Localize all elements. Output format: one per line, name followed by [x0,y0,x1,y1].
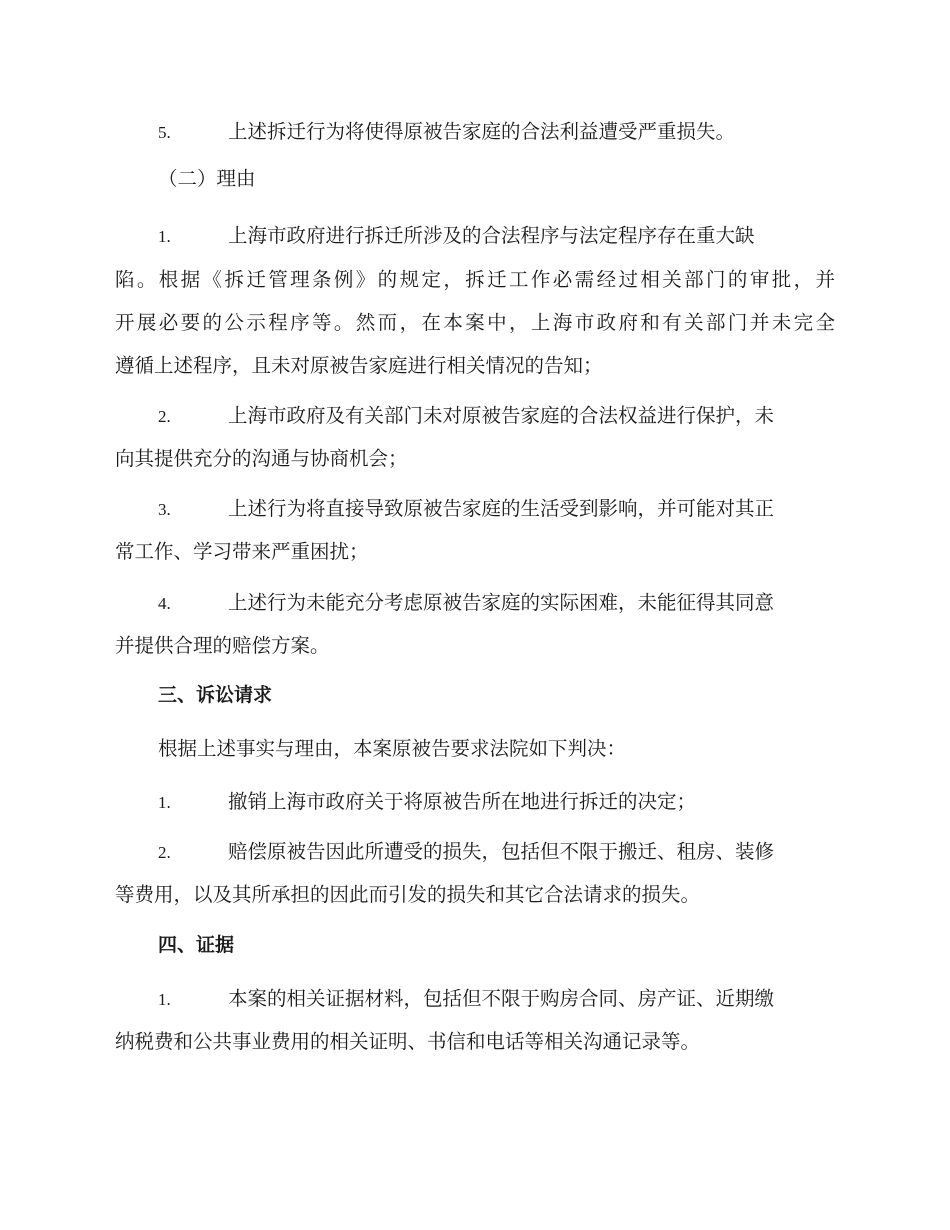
evidence-heading: 四、证据 [158,934,235,956]
claim-item-2-line-2: 等费用，以及其所承担的因此而引发的损失和其它合法请求的损失。 [115,883,701,906]
reason-item-2-line-2: 向其提供充分的沟通与协商机会； [115,447,408,470]
reason-item-1-line-2: 陷。根据《拆迁管理条例》的规定，拆迁工作必需经过相关部门的审批，并 [115,268,835,291]
evidence-item-1-line-1 [158,983,878,1011]
item-number: 5. [158,123,171,142]
item-number: 3. [158,500,171,519]
claim-item-2-line-1 [158,836,878,864]
reason-item-1-line-3: 开展必要的公示程序等。然而，在本案中，上海市政府和有关部门并未完全 [115,311,835,334]
item-text: 撤销上海市政府关于将原被告所在地进行拆迁的决定； [228,790,697,813]
reason-item-3-line-1 [158,493,878,521]
reasons-subheading: （二）理由 [158,167,256,190]
reason-item-2-line-1 [158,400,878,428]
item-number: 4. [158,594,171,613]
item-text: 本案的相关证据材料，包括但不限于购房合同、房产证、近期缴 [228,987,775,1010]
item-number: 1. [158,793,171,812]
claim-item-1 [158,786,878,814]
evidence-item-1-line-2: 纳税费和公共事业费用的相关证明、书信和电话等相关沟通记录等。 [115,1030,701,1053]
reason-item-4-line-2: 并提供合理的赔偿方案。 [115,634,330,657]
item-number: 2. [158,407,171,426]
item-number: 1. [158,227,171,246]
reason-item-4-line-1 [158,587,878,615]
reason-item-3-line-2: 常工作、学习带来严重困扰； [115,540,369,563]
claims-heading: 三、诉讼请求 [158,684,273,706]
item-text: 上海市政府及有关部门未对原被告家庭的合法权益进行保护，未 [228,404,775,427]
item-text: 上海市政府进行拆迁所涉及的合法程序与法定程序存在重大缺 [228,224,755,247]
item-text: 上述行为将直接导致原被告家庭的生活受到影响，并可能对其正 [228,497,775,520]
reason-item-1-line-4: 遵循上述程序，且未对原被告家庭进行相关情况的告知； [115,354,603,377]
item-number: 1. [158,990,171,1009]
item-text: 赔偿原被告因此所遭受的损失，包括但不限于搬迁、租房、装修 [228,840,775,863]
item-number: 2. [158,843,171,862]
claims-intro: 根据上述事实与理由，本案原被告要求法院如下判决： [158,737,627,760]
fact-item-5 [158,116,878,144]
reason-item-1-line-1 [158,220,878,248]
item-text: 上述拆迁行为将使得原被告家庭的合法利益遭受严重损失。 [228,120,736,143]
item-text: 上述行为未能充分考虑原被告家庭的实际困难，未能征得其同意 [228,591,775,614]
